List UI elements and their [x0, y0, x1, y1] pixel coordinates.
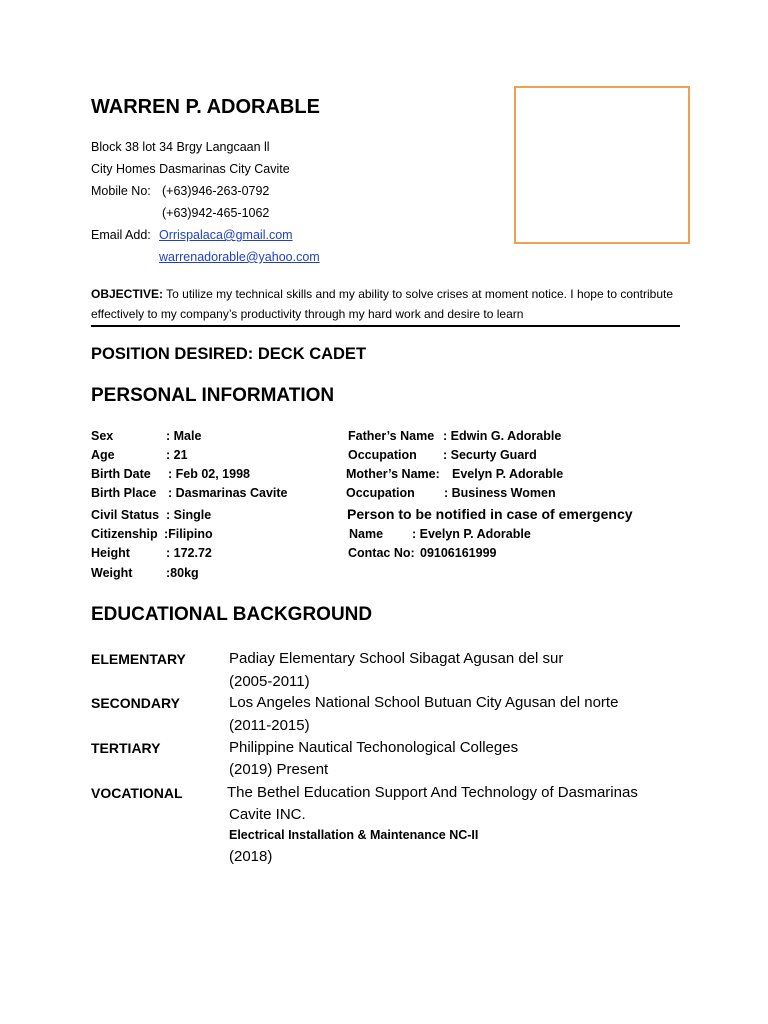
personal-info-heading: PERSONAL INFORMATION [91, 385, 335, 406]
birth-date-label: Birth Date [91, 467, 151, 481]
father-name-label: Father’s Name [348, 429, 435, 443]
emergency-contact-label: Contac No: [348, 546, 415, 560]
emergency-name-label: Name [349, 527, 384, 541]
father-occupation-label: Occupation [348, 448, 417, 462]
vocational-label: VOCATIONAL [91, 785, 183, 801]
tertiary-school: Philippine Nautical Techonological Colleges [229, 739, 519, 756]
mother-name-label: Mother’s Name: [346, 467, 440, 481]
citizenship-label: Citizenship [91, 527, 158, 541]
sex-value: : Male [166, 429, 202, 443]
email-link-1[interactable]: Orrispalaca@gmail.com [159, 228, 293, 242]
secondary-label: SECONDARY [91, 695, 180, 711]
secondary-school: Los Angeles National School Butuan City Agusan del norte [229, 694, 619, 711]
age-label: Age [91, 448, 115, 462]
sex-label: Sex [91, 429, 114, 443]
emergency-contact-value: 09106161999 [420, 546, 497, 560]
email-label: Email Add: [91, 228, 151, 242]
position-desired: POSITION DESIRED: DECK CADET [91, 345, 367, 363]
mobile-number-2: (+63)942-465-1062 [162, 206, 270, 220]
address-line-1: Block 38 lot 34 Brgy Langcaan ll [91, 140, 270, 154]
height-value: : 172.72 [166, 546, 212, 560]
tertiary-years: (2019) Present [229, 761, 329, 778]
mother-name-value: Evelyn P. Adorable [452, 467, 564, 481]
divider [91, 325, 680, 327]
email-link-2[interactable]: warrenadorable@yahoo.com [159, 250, 320, 264]
civil-status-value: : Single [166, 508, 212, 522]
birth-date-value: : Feb 02, 1998 [168, 467, 250, 481]
objective-label: OBJECTIVE: [91, 287, 164, 301]
emergency-name-value: : Evelyn P. Adorable [412, 527, 531, 541]
vocational-years: (2018) [229, 848, 273, 865]
tertiary-label: TERTIARY [91, 740, 161, 756]
applicant-name: WARREN P. ADORABLE [91, 96, 320, 118]
father-occupation-value: : Securty Guard [443, 448, 537, 462]
secondary-years: (2011-2015) [229, 717, 310, 734]
mother-occupation-value: : Business Women [444, 486, 556, 500]
mobile-number-1: (+63)946-263-0792 [162, 184, 270, 198]
height-label: Height [91, 546, 130, 560]
education-heading: EDUCATIONAL BACKGROUND [91, 604, 373, 625]
objective [91, 284, 681, 324]
elementary-school: Padiay Elementary School Sibagat Agusan del sur [229, 650, 564, 667]
age-value: : 21 [166, 448, 188, 462]
weight-value: :80kg [166, 566, 199, 580]
address-line-2: City Homes Dasmarinas City Cavite [91, 162, 290, 176]
objective-text: To utilize my technical skills and my ability to solve crises at moment notice. I hope to contribute effectively to my company’s productivity through my hard work and desire to learn [91, 287, 674, 321]
elementary-years: (2005-2011) [229, 673, 310, 690]
weight-label: Weight [91, 566, 133, 580]
vocational-school-line-1: The Bethel Education Support And Technology of Dasmarinas [227, 784, 638, 801]
mobile-label: Mobile No: [91, 184, 151, 198]
civil-status-label: Civil Status [91, 508, 160, 522]
vocational-course: Electrical Installation & Maintenance NC-II [229, 828, 479, 842]
birth-place-label: Birth Place [91, 486, 157, 500]
elementary-label: ELEMENTARY [91, 651, 186, 667]
photo-placeholder [514, 86, 690, 244]
emergency-heading: Person to be notified in case of emergency [347, 506, 633, 522]
vocational-school-line-2: Cavite INC. [229, 806, 306, 823]
mother-occupation-label: Occupation [346, 486, 415, 500]
birth-place-value: : Dasmarinas Cavite [168, 486, 288, 500]
father-name-value: : Edwin G. Adorable [443, 429, 562, 443]
citizenship-value: :Filipino [164, 527, 213, 541]
